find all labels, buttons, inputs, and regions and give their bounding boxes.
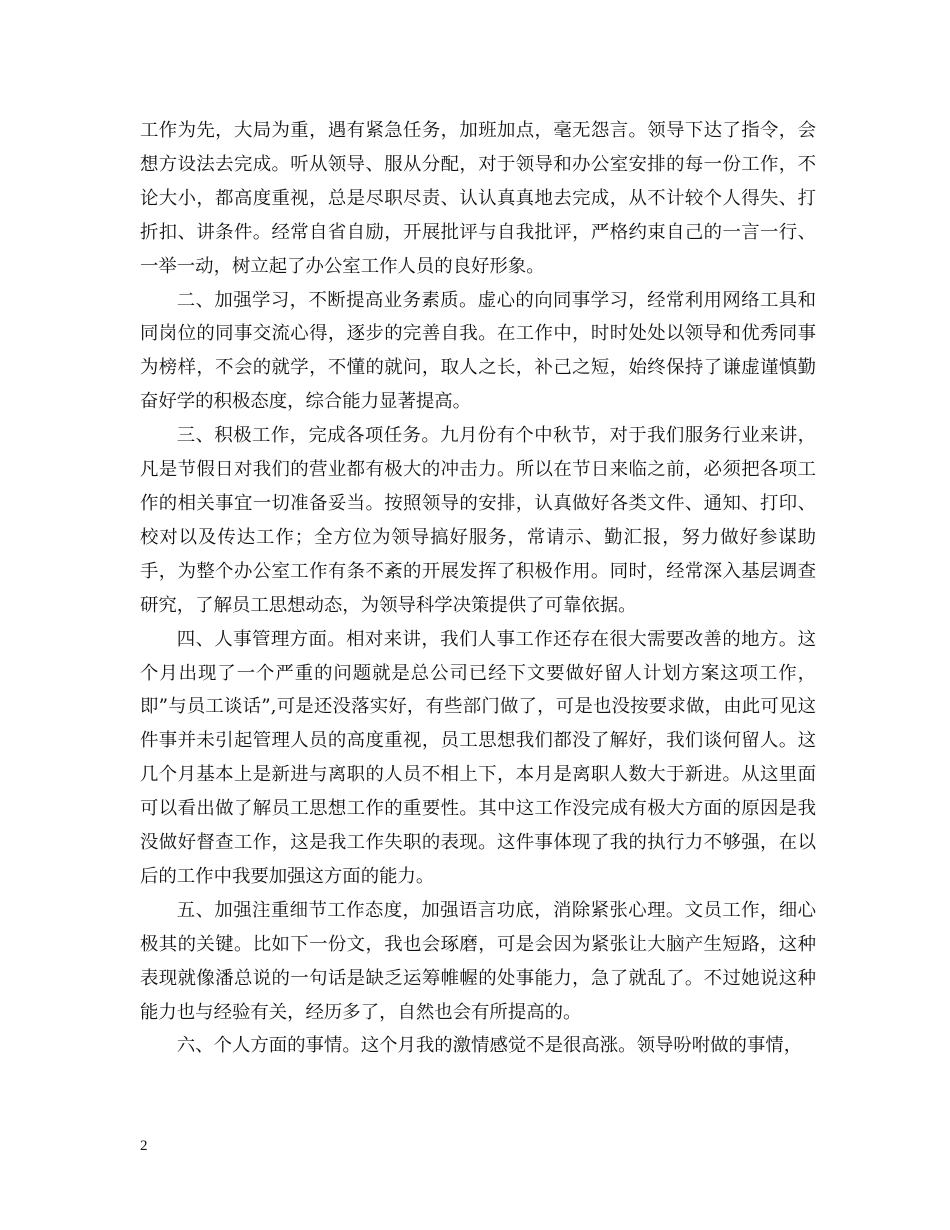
paragraph-personal: 六、个人方面的事情。这个月我的激情感觉不是很高涨。领导吩咐做的事情， (176, 1035, 803, 1057)
page-number: 2 (140, 1138, 148, 1154)
paragraph-details: 五、加强注重细节工作态度，加强语言功底，消除紧张心理。文员工作，细心极其的关键。比如下一份文，我也会琢磨，可是会因为紧张让大脑产生短路，这种表现就像潘总说的一句话是缺乏运筹帷幄的处事能力，急了就乱了。不过她说这种能力也与经验有关，经历多了，自然也会有所提高的。 (140, 899, 816, 1023)
paragraph-personnel: 四、人事管理方面。相对来讲，我们人事工作还存在很大需要改善的地方。这个月出现了一个严重的问题就是总公司已经下文要做好留人计划方案这项工作，即”与员工谈话”,可是还没落实好，有些部门做了，可是也没按要求做，由此可见这件事并未引起管理人员的高度重视，员工思想我们都没了解好，我们谈何留人。这几个月基本上是新进与离职的人员不相上下，本月是离职人数大于新进。从这里面可以看出做了解员工思想工作的重要性。其中这工作没完成有极大方面的原因是我没做好督查工作，这是我工作失职的表现。这件事体现了我的执行力不够强，在以后的工作中我要加强这方面的能力。 (140, 628, 816, 887)
paragraph-tasks: 三、积极工作，完成各项任务。九月份有个中秋节，对于我们服务行业来讲，凡是节假日对我们的营业都有极大的冲击力。所以在节日来临之前，必须把各项工作的相关事宜一切准备妥当。按照领导的安排，认真做好各类文件、通知、打印、校对以及传达工作；全方位为领导搞好服务，常请示、勤汇报，努力做好参谋助手，为整个办公室工作有条不紊的开展发挥了积极作用。同时，经常深入基层调查研究，了解员工思想动态，为领导科学决策提供了可靠依据。 (140, 425, 816, 616)
document-body (140, 114, 816, 1063)
paragraph-study: 二、加强学习，不断提高业务素质。虚心的向同事学习，经常利用网络工具和同岗位的同事交流心得，逐步的完善自我。在工作中，时时处处以领导和优秀同事为榜样，不会的就学，不懂的就问，取人之长，补己之短，始终保持了谦虚谨慎勤奋好学的积极态度，综合能力显著提高。 (140, 289, 816, 413)
paragraph-continuation: 工作为先，大局为重，遇有紧急任务，加班加点，毫无怨言。领导下达了指令，会想方设法去完成。听从领导、服从分配，对于领导和办公室安排的每一份工作，不论大小，都高度重视，总是尽职尽责、认认真真地去完成，从不计较个人得失、打折扣、讲条件。经常自省自励，开展批评与自我批评，严格约束自己的一言一行、一举一动，树立起了办公室工作人员的良好形象。 (140, 120, 816, 277)
